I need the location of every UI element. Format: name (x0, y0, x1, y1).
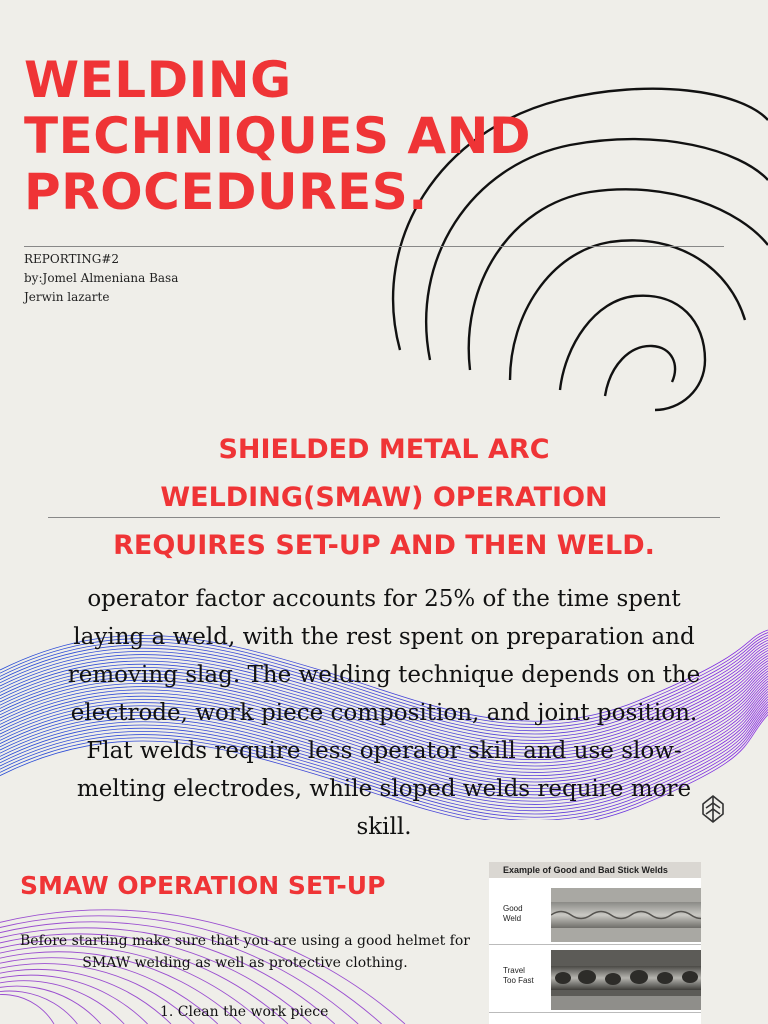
list-item: 1. Clean the work piece (160, 1004, 329, 1020)
figure-row (489, 950, 701, 1010)
arc-line (0, 981, 124, 1024)
divider (489, 1012, 701, 1013)
paragraph-line: electrode, work piece composition, and joint position. (70, 700, 698, 726)
report-number: REPORTING#2 (24, 252, 120, 266)
label-line: Weld (503, 914, 522, 923)
label-line: Good (503, 904, 523, 913)
report-meta (24, 250, 178, 307)
section-heading (0, 527, 768, 565)
section-heading (0, 479, 768, 517)
page-title (24, 52, 664, 220)
figure-row-label (503, 904, 547, 924)
body-paragraph (40, 580, 728, 846)
paragraph-line: Flat welds require less operator skill and use slow- (86, 738, 682, 764)
paragraph-line: removing slag. The welding technique depends on the (67, 662, 701, 688)
label-line: Too Fast (503, 976, 534, 985)
title-line: PROCEDURES. (24, 163, 428, 221)
setup-heading: SMAW OPERATION SET-UP (20, 871, 386, 900)
title-line: TECHNIQUES AND (24, 107, 531, 165)
paragraph-line: melting electrodes, while sloped welds require more (76, 776, 692, 802)
authors-line: by:Jomel Almeniana Basa (24, 271, 179, 285)
paragraph-line: skill. (356, 814, 412, 840)
figure-row (489, 888, 701, 942)
section-heading-line: REQUIRES SET-UP AND THEN WELD. (113, 530, 655, 561)
travel-too-fast-photo (551, 950, 701, 1010)
arc-line (0, 975, 148, 1024)
weld-example-figure (489, 862, 701, 1024)
title-line: WELDING (24, 51, 292, 109)
label-line: Travel (503, 966, 525, 975)
good-weld-photo (551, 888, 701, 942)
figure-title: Example of Good and Bad Stick Welds (503, 865, 668, 875)
section-heading-line: SHIELDED METAL ARC (218, 434, 550, 465)
arc-line (0, 969, 171, 1024)
setup-intro (10, 930, 480, 974)
divider (24, 246, 724, 247)
intro-line: SMAW welding as well as protective clothing. (82, 955, 408, 971)
paragraph-line: laying a weld, with the rest spent on preparation and (73, 624, 695, 650)
intro-line: Before starting make sure that you are using a good helmet for (20, 933, 470, 949)
setup-steps (160, 1001, 328, 1023)
figure-row-label (503, 966, 547, 986)
authors-line: Jerwin lazarte (24, 290, 110, 304)
divider (489, 944, 701, 945)
section-heading (0, 431, 768, 469)
leaf-icon (700, 794, 726, 824)
divider (48, 517, 720, 518)
section-heading-line: WELDING(SMAW) OPERATION (160, 482, 608, 513)
arc-line (0, 991, 77, 1024)
paragraph-line: operator factor accounts for 25% of the time spent (87, 586, 681, 612)
